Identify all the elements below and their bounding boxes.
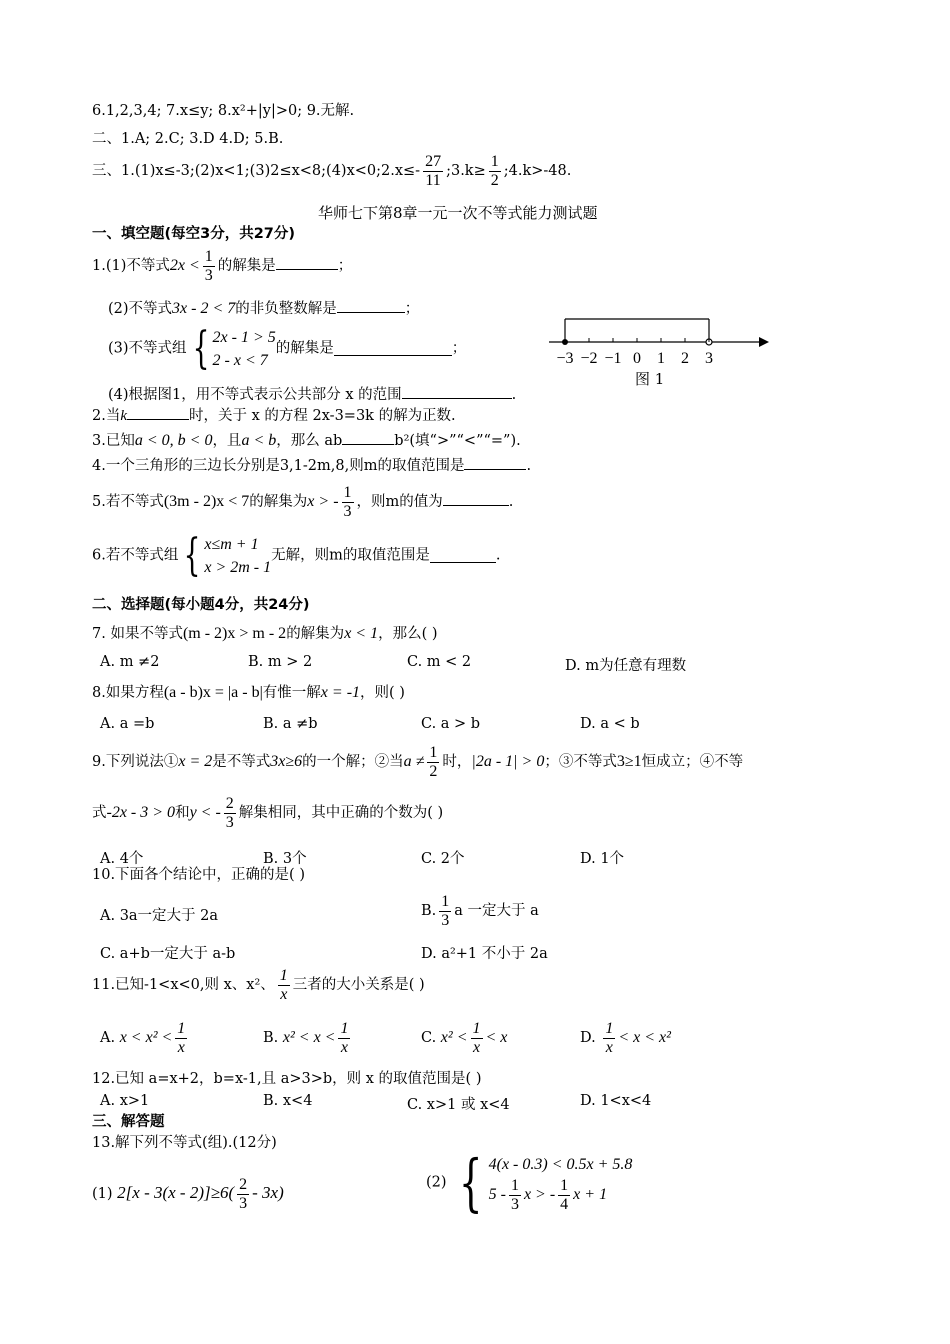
question-1-1: 1.(1)不等式2x < $\frac{1}{3}$ 的解集是 ； [92,248,353,284]
option-a: A. x>1 [100,1093,150,1109]
answers-line-1: 6.1,2,3,4; 7.x≤y; 8.x²+|y|>0; 9.无解. [92,103,355,119]
question-12: 12.已知 a=x+2，b=x-1,且 a>3>b，则 x 的取值范围是( ) [92,1071,482,1087]
option-b: B. a ≠b [263,716,318,732]
fraction: $\frac{2}{3}$ [239,1176,248,1212]
option-c: C. x>1 或 x<4 [407,1097,510,1113]
option-a: A. x < x² < $\frac{1}{x}$ [100,1020,186,1056]
option-d: D. $\frac{1}{x}$ < x < x² [580,1020,671,1056]
answers-line-3: 三、1.(1)x≤-3;(2)x<1;(3)2≤x<8;(4)x<0;2.x≤- $\frac{27}{11}$ ;3.k≥ $\frac{1}{2}$ ;4.k>-48. [92,153,572,189]
figure-caption: 图 1 [635,370,665,388]
tick-label: 2 [681,350,689,367]
option-c: C. a > b [421,716,481,732]
tick-label: −1 [604,350,622,367]
option-d: D. 1<x<4 [580,1093,652,1109]
fraction: $\frac{1}{x}$ [340,1020,349,1056]
fraction: $\frac{1}{3}$ [510,1176,519,1213]
question-10: 10.下面各个结论中，正确的是( ) [92,867,305,883]
answer-blank [402,386,512,399]
question-7: 7. 如果不等式(m - 2)x > m - 2的解集为x < 1，那么( ) [92,625,438,642]
tick-label: 1 [657,350,665,367]
fraction: $\frac{1}{3}$ [343,484,352,520]
question-6: 6.若不等式组 { x≤m + 1 x > 2m - 1 无解，则m的取值范围是 . [92,530,501,582]
option-d: D. a²+1 不小于 2a [421,946,548,962]
section-heading-answer: 三、解答题 [92,1114,165,1130]
option-b: B. x² < x < $\frac{1}{x}$ [263,1020,349,1056]
question-13-1: (1) 2[x - 3(x - 2)]≥6( $\frac{2}{3}$ - 3x) [92,1176,284,1212]
answer-blank [430,550,496,563]
inequality-system: { 2x - 1 > 5 2 - x < 7 [192,323,276,375]
fraction: $\frac{1}{3}$ [441,893,450,929]
question-1-2: (2)不等式3x - 2 < 7的非负整数解是 ； [108,300,420,317]
question-1-4: (4)根据图1，用不等式表示公共部分 x 的范围 . [108,387,517,403]
question-13-2: (2) { 4(x - 0.3) < 0.5x + 5.8 5 - $\frac{1}{3}$ x > - $\frac{1}{4}$ x + 1 [426,1146,633,1219]
tick-label: −2 [580,350,598,367]
fraction: $\frac{1}{2}$ [490,153,499,189]
question-9-line-2: 式-2x - 3 > 0和y < - $\frac{2}{3}$ 解集相同，其中正确的个数为( ) [92,795,444,831]
answers-line-2: 二、1.A; 2.C; 3.D 4.D; 5.B. [92,131,284,147]
option-c: C. 2个 [421,851,465,867]
tick-label: 3 [705,350,713,367]
section-heading-choice: 二、选择题(每小题4分，共24分) [92,597,310,613]
section-heading-fill: 一、填空题(每空3分，共27分) [92,226,296,242]
inequality-system: { 4(x - 0.3) < 0.5x + 5.8 5 - $\frac{1}{3}$ x > - $\frac{1}{4}$ x + 1 [459,1146,633,1219]
answer-blank [443,493,509,506]
fraction: $\frac{2}{3}$ [225,795,234,831]
question-11: 11.已知-1<x<0,则 x、x²、 $\frac{1}{x}$ 三者的大小关系是( ) [92,967,425,1003]
question-8: 8.如果方程(a - b)x = |a - b|有惟一解x = -1，则( ) [92,684,405,701]
option-d: D. 1个 [580,851,625,867]
answer-blank [334,343,452,356]
option-d: D. a < b [580,716,640,732]
answer-blank [342,432,394,445]
option-a: A. a =b [100,716,155,732]
option-c: C. m < 2 [407,654,472,670]
fraction: $\frac{1}{4}$ [560,1176,569,1213]
fraction: $\frac{1}{x}$ [177,1020,186,1056]
answer-blank [276,257,338,270]
answer-blank [464,457,526,470]
option-a: A. 4个 [100,851,144,867]
option-b: B. $\frac{1}{3}$ a 一定大于 a [421,893,539,929]
question-2: 2.当k 时，关于 x 的方程 2x-3=3k 的解为正数. [92,408,456,424]
arrow-head-icon [759,337,769,347]
fraction: $\frac{1}{x}$ [472,1020,481,1056]
fraction: $\frac{1}{x}$ [279,967,288,1003]
question-13: 13.解下列不等式(组).(12分) [92,1135,277,1151]
option-b: B. m > 2 [248,654,313,670]
question-9-line-1: 9.下列说法①x = 2是不等式3x≥6的一个解；②当a ≠ $\frac{1}{2}$ 时，|2a - 1| > 0；③不等式3≥1恒成立；④不等 [92,744,744,780]
question-5: 5.若不等式(3m - 2)x < 7的解集为x > - $\frac{1}{3}$ ，则m的值为 . [92,484,514,520]
option-d: D. m为任意有理数 [565,658,687,674]
option-c: C. x² < $\frac{1}{x}$ < x [421,1020,508,1056]
doc-title: 华师七下第8章一元一次不等式能力测试题 [318,204,598,222]
inequality-system: { x≤m + 1 x > 2m - 1 [183,530,272,582]
fraction: $\frac{27}{11}$ [425,153,442,189]
question-3: 3.已知a < 0, b < 0，且a < b，那么 ab b²(填“>”“<”“=”). [92,432,521,449]
answer-blank [337,300,405,313]
question-4: 4.一个三角形的三边长分别是3,1-2m,8,则m的取值范围是 . [92,458,532,474]
answer-blank [127,407,189,420]
option-c: C. a+b一定大于 a-b [100,946,236,962]
fraction: $\frac{1}{3}$ [204,248,213,284]
fraction: $\frac{1}{2}$ [429,744,438,780]
question-1-3: (3)不等式组 { 2x - 1 > 5 2 - x < 7 的解集是 ； [108,323,467,375]
tick-label: −3 [556,350,574,367]
tick-label: 0 [633,350,641,367]
option-b: B. x<4 [263,1093,313,1109]
fraction: $\frac{1}{x}$ [605,1020,614,1056]
option-b: B. 3个 [263,851,307,867]
option-a: A. m ≠2 [100,654,160,670]
option-a: A. 3a一定大于 2a [100,908,219,924]
number-line-figure [545,310,775,390]
